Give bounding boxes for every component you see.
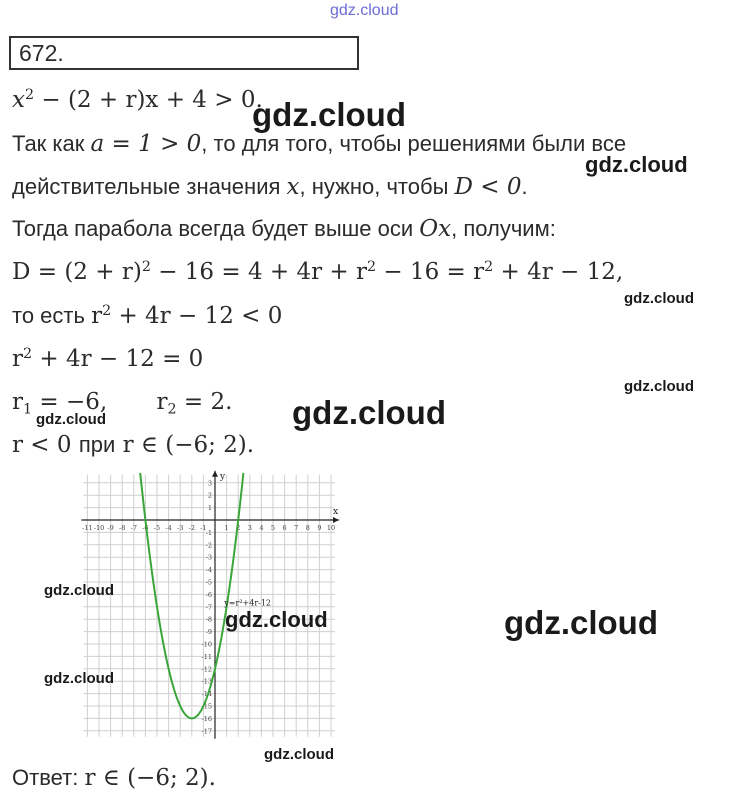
x-tick-label: 1 xyxy=(224,524,229,532)
task-number: 672. xyxy=(19,40,64,66)
x-tick-label: -1 xyxy=(200,524,207,532)
watermark-11: gdz.cloud xyxy=(264,746,334,763)
curve-label: y=r²+4r-12 xyxy=(224,598,272,608)
x-tick-label: 6 xyxy=(282,524,287,532)
y-tick-label: -13 xyxy=(201,677,212,686)
y-tick-label: -12 xyxy=(201,665,212,674)
x-tick-label: 3 xyxy=(247,524,252,532)
y-tick-label: -6 xyxy=(205,590,212,599)
answer-line: Ответ: r ∈ (−6; 2). xyxy=(12,765,216,791)
x-tick-label: -8 xyxy=(119,524,126,532)
task-number-box xyxy=(9,36,359,70)
y-tick-label: -3 xyxy=(205,553,212,562)
discriminant-line: $D = (2 + r)^2 - 16 = 4 + 4r + r^2 - 16 = r^2 + 4r - 12$, xyxy=(12,259,624,285)
x-tick-label: -9 xyxy=(107,524,114,532)
x-tick-label: -6 xyxy=(142,524,149,532)
text-line-2: Так как a = 1 > 0, то для того, чтобы решениями были все xyxy=(12,131,627,157)
y-tick-label: -11 xyxy=(201,652,212,661)
x-axis-label: x xyxy=(333,507,339,517)
x-tick-label: 10 xyxy=(326,524,336,532)
interval-line: r < 0 при r ∈ (−6; 2). xyxy=(12,432,255,458)
watermark-top: gdz.cloud xyxy=(330,2,399,19)
y-axis-label: y xyxy=(220,471,226,482)
y-tick-label: -1 xyxy=(205,528,212,537)
equation-line: $r^2 + 4r - 12 = 0$ xyxy=(12,346,204,372)
x-tick-label: 7 xyxy=(294,524,299,532)
x-tick-label: -7 xyxy=(130,524,137,532)
text-line-4: Тогда парабола всегда будет выше оси Ox, получим: xyxy=(12,216,556,242)
watermark-6: gdz.cloud xyxy=(36,411,106,428)
x-tick-label: 5 xyxy=(270,524,276,532)
x-tick-label: 4 xyxy=(259,524,264,532)
y-tick-label: 3 xyxy=(207,479,212,488)
x-tick-label: 8 xyxy=(305,524,310,532)
x-tick-label: -10 xyxy=(93,524,105,532)
text-line-6: то есть $r^2 + 4r - 12 < 0$ xyxy=(12,303,283,329)
x-tick-label: -2 xyxy=(188,524,195,532)
watermark-10: gdz.cloud xyxy=(44,670,114,687)
watermark-7: gdz.cloud xyxy=(44,582,114,599)
y-tick-label: -10 xyxy=(201,640,212,649)
watermark-1: gdz.cloud xyxy=(252,96,406,133)
y-tick-label: -14 xyxy=(201,690,212,699)
x-tick-label: 9 xyxy=(317,524,322,532)
x-tick-label: -3 xyxy=(177,524,184,532)
y-tick-label: -2 xyxy=(205,541,212,550)
watermark-2: gdz.cloud xyxy=(585,152,688,177)
x-tick-label: 2 xyxy=(236,524,241,532)
watermark-5: gdz.cloud xyxy=(292,394,446,431)
y-tick-label: -15 xyxy=(201,702,212,711)
y-axis-arrow xyxy=(212,471,218,477)
text-line-3: действительные значения x, нужно, чтобы D < 0. xyxy=(12,174,528,200)
y-tick-label: 1 xyxy=(207,504,212,513)
watermark-4: gdz.cloud xyxy=(624,378,694,395)
y-tick-label: -7 xyxy=(205,603,212,612)
watermark-9: gdz.cloud xyxy=(504,604,658,641)
y-tick-label: -4 xyxy=(205,566,212,575)
watermark-8: gdz.cloud xyxy=(225,607,328,632)
y-tick-label: -17 xyxy=(201,727,212,736)
roots-line: $r_1 = -6$, $r_2 = 2$. xyxy=(12,389,233,418)
x-tick-label: -5 xyxy=(153,524,161,532)
y-tick-label: -8 xyxy=(205,615,212,624)
x-tick-label: -11 xyxy=(82,524,93,532)
y-tick-label: -16 xyxy=(201,714,212,723)
y-tick-label: -9 xyxy=(205,628,212,637)
y-tick-label: 2 xyxy=(207,491,212,500)
x-tick-label: -4 xyxy=(165,524,172,532)
x-axis-arrow xyxy=(333,517,339,523)
watermark-3: gdz.cloud xyxy=(624,290,694,307)
y-tick-label: -5 xyxy=(205,578,212,587)
inequality-line: $x^2 - (2 + r)x + 4 > 0$. xyxy=(12,87,263,113)
